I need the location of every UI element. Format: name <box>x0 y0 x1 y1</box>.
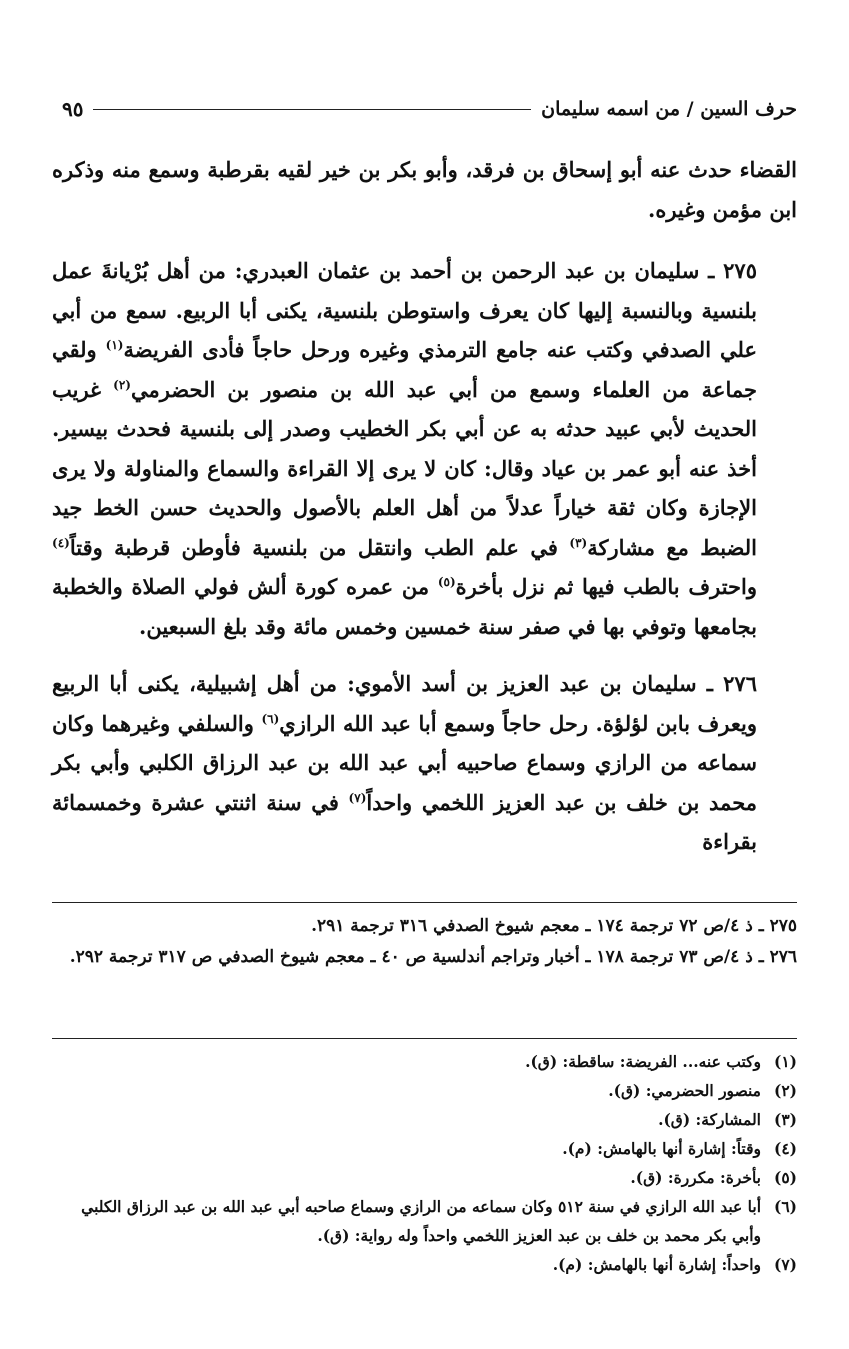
source-entry-276: ٢٧٦ ـ ذ ٤/ص ٧٣ ترجمة ١٧٨ ـ أخبار وتراجم أندلسية ص ٤٠ ـ معجم شيوخ الصدفي ص ٣١٧ ترجمة ٢٩٢. <box>69 947 797 967</box>
footnote-number: (٤) <box>773 1139 797 1158</box>
sources-block <box>52 902 797 973</box>
source-entry-275: ٢٧٥ ـ ذ ٤/ص ٧٢ ترجمة ١٧٤ ـ معجم شيوخ الصدفي ٣١٦ ترجمة ٢٩١. <box>311 916 797 936</box>
main-text <box>52 150 797 880</box>
footnote-text: أبا عبد الله الرازي في سنة ٥١٢ وكان سماعه من الرازي وسماع صاحبه أبي عبد الله بن عبد الرزاق الكلبي وأبي بكر محمد بن خلف بن عبد العزيز اللخمي واحداً وله رواية: (ق). <box>81 1197 761 1245</box>
footnote-text: المشاركة: (ق). <box>658 1110 761 1129</box>
entry-275-text: ولقي جماعة من العلماء وسمع من أبي عبد الله بن منصور بن الحضرمي <box>52 337 757 402</box>
footnote-ref-1[interactable]: (١) <box>105 338 124 352</box>
footnote-ref-6[interactable]: (٦) <box>261 711 280 726</box>
footnote-text: واحداً: إشارة أنها بالهامش: (م). <box>552 1255 761 1274</box>
footnote-text: وقتاً: إشارة أنها بالهامش: (م). <box>562 1139 761 1158</box>
footnote-item <box>52 1134 797 1163</box>
footnote-text: منصور الحضرمي: (ق). <box>608 1081 761 1100</box>
footnote-ref-2[interactable]: (٢) <box>113 377 131 392</box>
entry-276-text: ٢٧٦ ـ سليمان بن عبد العزيز بن أسد الأموي: من أهل إشبيلية، يكنى أبا الربيع ويعرف بابن لؤلؤة. رحل حاجاً وسمع أبا عبد الله الرازي <box>52 671 757 736</box>
footnotes-block <box>52 1038 797 1279</box>
footnote-item <box>52 1192 797 1250</box>
entry-275-text: واحترف بالطب فيها ثم نزل بأخرة <box>455 574 757 599</box>
footnote-text: وكتب عنه... الفريضة: ساقطة: (ق). <box>525 1052 761 1071</box>
footnote-number: (٦) <box>773 1197 797 1216</box>
footnote-number: (٥) <box>773 1168 797 1187</box>
footnote-ref-7[interactable]: (٧) <box>348 790 367 805</box>
header-rule <box>93 109 531 110</box>
entry-275-text: في علم الطب وانتقل من بلنسية فأوطن قرطبة وقتاً <box>69 534 570 560</box>
entry-275 <box>52 251 797 646</box>
header-title: حرف السين / من اسمه سليمان <box>541 98 797 120</box>
page-number: ٩٥ <box>62 97 84 121</box>
entry-276-text: والسلفي وغيرهما وكان سماعه من الرازي وسماع صاحبيه أبي عبد الله بن عبد الرزاق الكلبي وأبي بكر محمد بن خلف بن عبد العزيز اللخمي واحداً <box>52 710 757 815</box>
entry-275-text: غريب الحديث لأبي عبيد حدثه به عن أبي بكر الخطيب وصدر إلى بلنسية فحدث بيسير. أخذ عنه أبو عمر بن عياد وقال: كان لا يرى إلا القراءة والسماع والمناولة ولا يرى الإجازة وكان ثقة خياراً عدلاً من أهل العلم بالأصول والحديث حسن الخط جيد الضبط مع مشاركة <box>52 376 757 560</box>
footnote-ref-4[interactable]: (٤) <box>52 535 70 550</box>
footnote-ref-3[interactable]: (٣) <box>569 535 588 550</box>
footnote-text: بأخرة: مكررة: (ق). <box>630 1168 761 1187</box>
footnote-number: (٧) <box>773 1255 797 1274</box>
entry-276 <box>52 664 797 862</box>
footnote-item <box>52 1076 797 1105</box>
footnote-item <box>52 1163 797 1192</box>
footnote-item <box>52 1105 797 1134</box>
running-header <box>62 94 797 124</box>
footnote-item <box>52 1250 797 1279</box>
footnote-item <box>52 1047 797 1076</box>
entry-276-text: في سنة اثنتي عشرة وخمسمائة بقراءة <box>52 789 757 854</box>
footnote-number: (١) <box>773 1052 797 1071</box>
entry-275-text: من عمره كورة ألش فولي الصلاة والخطبة بجامعها وتوفي بها في صفر سنة خمسين وخمس مائة وقد بلغ السبعين. <box>52 574 757 639</box>
footnote-number: (٣) <box>773 1110 797 1129</box>
continuation-paragraph: القضاء حدث عنه أبو إسحاق بن فرقد، وأبو بكر بن خير لقيه بقرطبة وسمع منه وذكره ابن مؤمن وغيره. <box>52 157 797 222</box>
entry-275-text: ٢٧٥ ـ سليمان بن عبد الرحمن بن أحمد بن عثمان العبدري: من أهل بُرْيانةَ عمل بلنسية وبالنسبة إليها كان يعرف واستوطن بلنسية، يكنى أبا الربيع. سمع من أبي علي الصدفي وكتب عنه جامع الترمذي وغيره ورحل حاجاً فأدى الفريضة <box>52 258 757 362</box>
footnote-ref-5[interactable]: (٥) <box>437 575 456 589</box>
footnote-number: (٢) <box>773 1081 797 1100</box>
